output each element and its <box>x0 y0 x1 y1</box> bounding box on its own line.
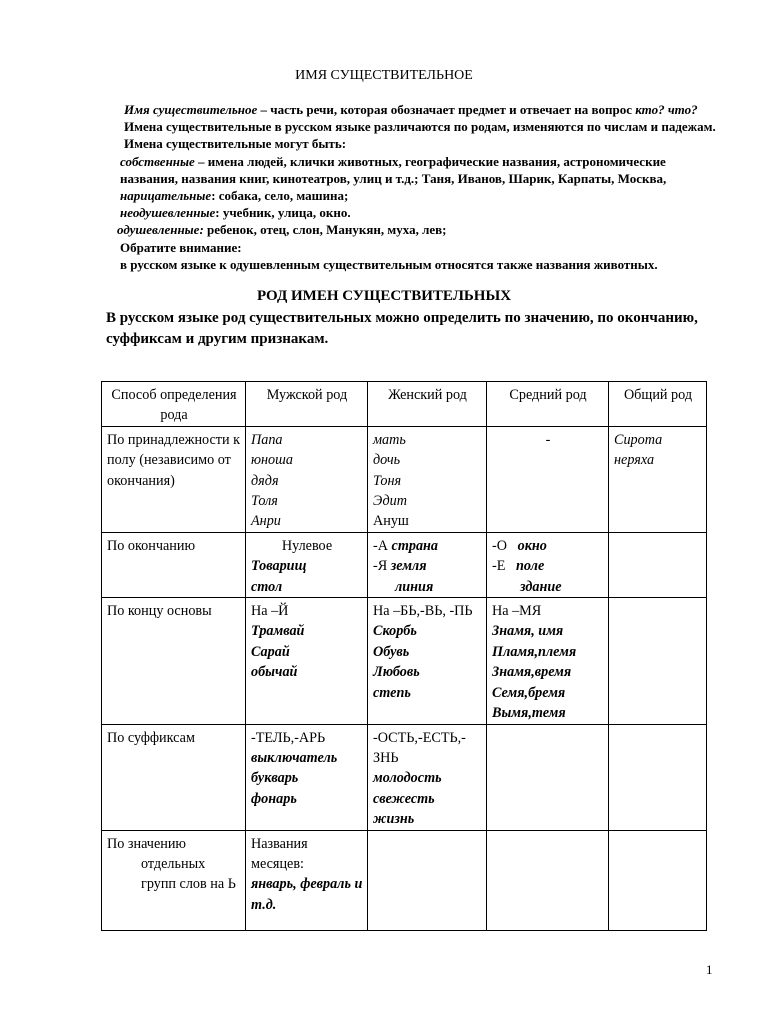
feminine-cell: -ОСТЬ,-ЕСТЬ,-ЗНЬ молодость свежесть жизнь <box>368 724 487 830</box>
intro-inanimate: неодушевленные: учебник, улица, окно. <box>120 205 351 221</box>
header-common: Общий род <box>609 382 707 427</box>
common-cell <box>609 724 707 830</box>
table-header-row <box>102 382 707 427</box>
section-text: В русском языке род существительных можно определить по значению, по окончанию, суффиксам и другим признакам. <box>106 310 698 347</box>
neuter-cell <box>487 724 609 830</box>
neuter-cell: - <box>487 426 609 532</box>
neuter-cell: -О окно -Е поле здание <box>487 532 609 597</box>
common-cell <box>609 598 707 724</box>
section-title: РОД ИМЕН СУЩЕСТВИТЕЛЬНЫХ <box>256 288 512 304</box>
neuter-cell: На –МЯ Знамя, имя Пламя,племя Знамя,время Семя,бремя Вымя,темя <box>487 598 609 724</box>
row-label: По суффиксам <box>102 724 246 830</box>
table-row <box>102 598 707 724</box>
header-masculine: Мужской род <box>246 382 368 427</box>
masculine-cell: -ТЕЛЬ,-АРЬ выключатель букварь фонарь <box>246 724 368 830</box>
table-row <box>102 426 707 532</box>
intro-common: нарицательные: собака, село, машина; <box>120 188 349 204</box>
feminine-cell: На –БЬ,-ВЬ, -ПЬ Скорбь Обувь Любовь степь <box>368 598 487 724</box>
row-label: По окончанию <box>102 532 246 597</box>
masculine-cell: На –Й Трамвай Сарай обычай <box>246 598 368 724</box>
intro-note-label: Обратите внимание: <box>120 239 242 255</box>
feminine-cell: -А страна -Я земля линия <box>368 532 487 597</box>
intro-animate: одушевленные: ребенок, отец, слон, Манукян, муха, лев; <box>117 222 447 238</box>
common-cell: Сирота неряха <box>609 426 707 532</box>
intro-definition: Имя существительное – часть речи, которая обозначает предмет и отвечает на вопрос кто? что? Имена существительные в русском языке различаются по родам, изменяются по числам и падежам. Имена существительные могут быть: <box>124 102 716 152</box>
intro-note-text: в русском языке к одушевленным существительным относятся также названия животных. <box>120 256 658 272</box>
feminine-cell <box>368 830 487 930</box>
header-neuter: Средний род <box>487 382 609 427</box>
table-row <box>102 532 707 597</box>
header-method: Способ определения рода <box>102 382 246 427</box>
masculine-cell: Папа юноша дядя Толя Анри <box>246 426 368 532</box>
neuter-cell <box>487 830 609 930</box>
gender-table <box>101 381 707 931</box>
page-title: ИМЯ СУЩЕСТВИТЕЛЬНОЕ <box>295 68 473 83</box>
header-feminine: Женский род <box>368 382 487 427</box>
row-label: По значению отдельных групп слов на Ь <box>102 830 246 930</box>
row-label: По принадлежности к полу (независимо от окончания) <box>102 426 246 532</box>
row-label: По концу основы <box>102 598 246 724</box>
intro-proper: собственные – имена людей, клички животных, географические названия, астрономические названия, названия книг, кинотеатров, улиц и т.д.; Таня, Иванов, Шарик, Карпаты, Москва, <box>120 153 667 186</box>
intro-text <box>106 101 718 273</box>
feminine-cell: мать дочь Тоня Эдит Ануш <box>368 426 487 532</box>
masculine-cell: Названия месяцев: январь, февраль и т.д. <box>246 830 368 930</box>
table-row <box>102 724 707 830</box>
common-cell <box>609 830 707 930</box>
page-number: 1 <box>706 962 713 977</box>
table-row <box>102 830 707 930</box>
common-cell <box>609 532 707 597</box>
masculine-cell: Нулевое Товарищ стол <box>246 532 368 597</box>
